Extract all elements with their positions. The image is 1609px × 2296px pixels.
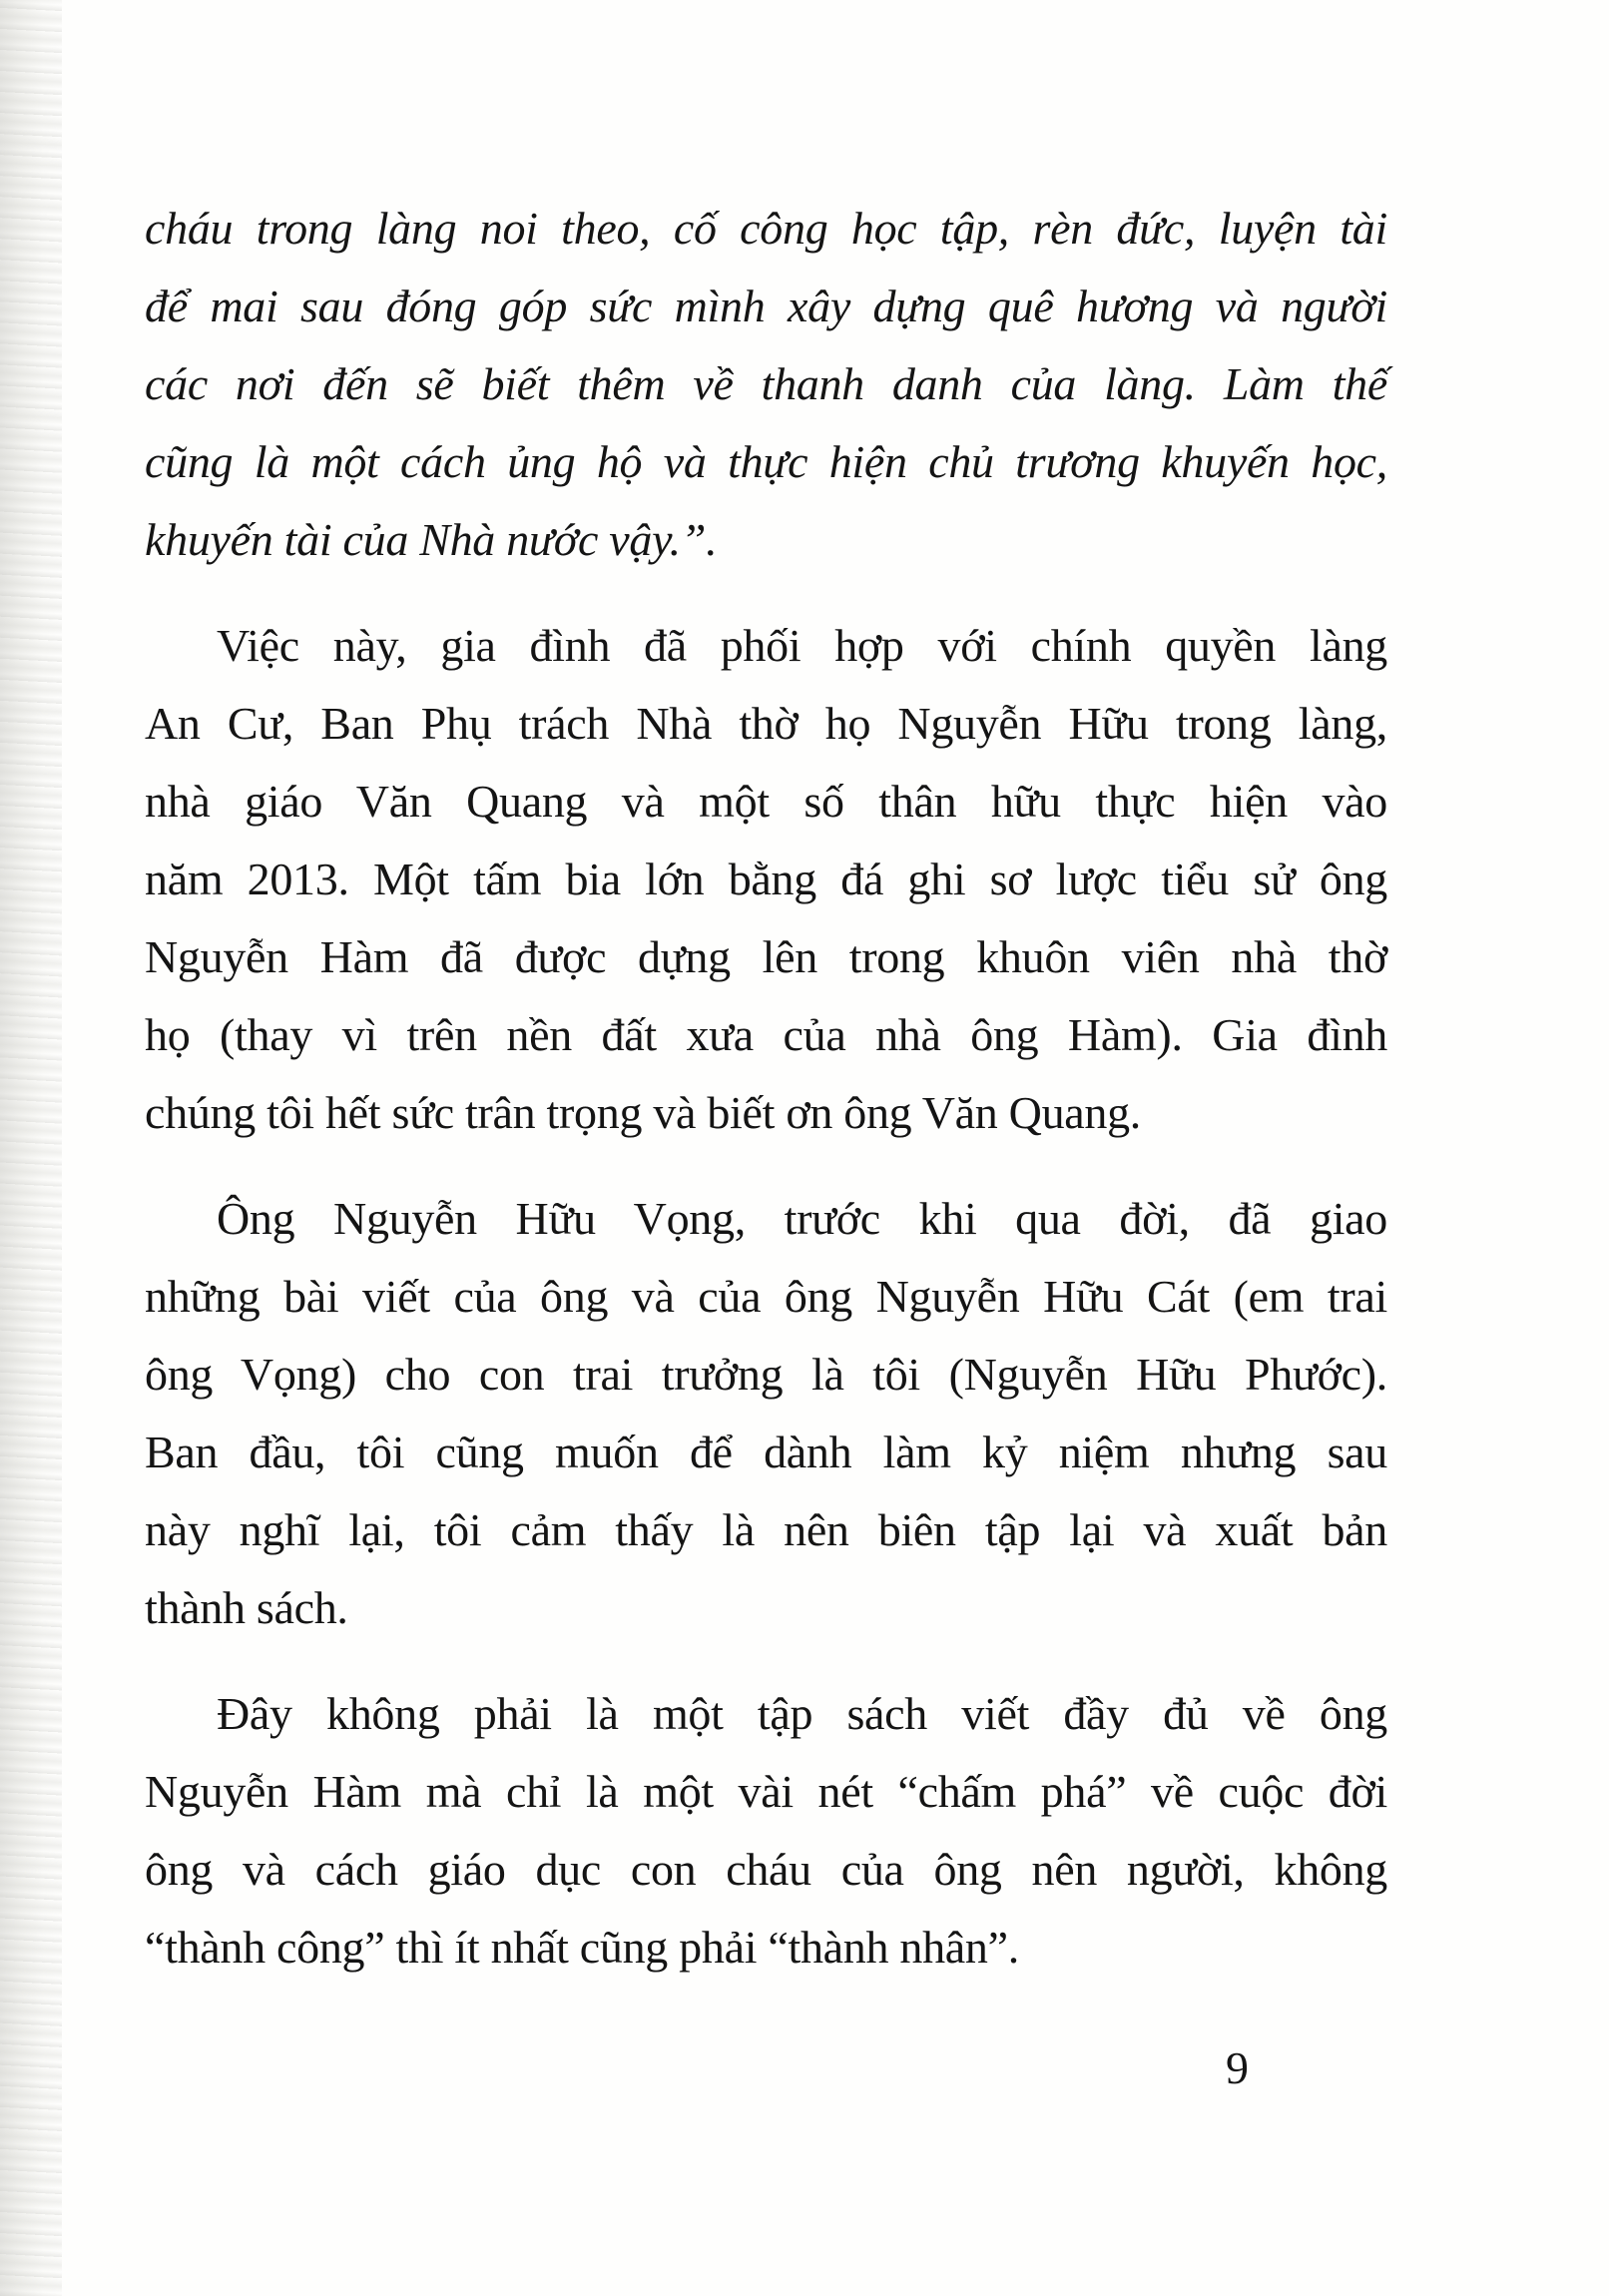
text-line: An Cư, Ban Phụ trách Nhà thờ họ Nguyễn Hữu trong làng, bbox=[145, 698, 1387, 749]
text-line: Nguyễn Hàm đã được dựng lên trong khuôn viên nhà thờ bbox=[145, 931, 1387, 982]
text-line: thành sách. bbox=[145, 1582, 348, 1633]
text-line: Đây không phải là một tập sách viết đầy đủ về ông bbox=[217, 1688, 1387, 1739]
text-line: Ông Nguyễn Hữu Vọng, trước khi qua đời, đã giao bbox=[217, 1193, 1387, 1244]
text-line: họ (thay vì trên nền đất xưa của nhà ông Hàm). Gia đình bbox=[145, 1009, 1387, 1060]
text-line: “thành công” thì ít nhất cũng phải “thành nhân”. bbox=[145, 1922, 1019, 1973]
text-line: ông Vọng) cho con trai trưởng là tôi (Nguyễn Hữu Phước). bbox=[145, 1349, 1387, 1400]
text-line: khuyến tài của Nhà nước vậy.”. bbox=[145, 514, 718, 565]
text-line: nhà giáo Văn Quang và một số thân hữu thực hiện vào bbox=[145, 776, 1387, 827]
body-paragraph-1 bbox=[145, 607, 1387, 1152]
text-line: năm 2013. Một tấm bia lớn bằng đá ghi sơ lược tiểu sử ông bbox=[145, 854, 1387, 904]
text-line: Nguyễn Hàm mà chỉ là một vài nét “chấm phá” về cuộc đời bbox=[145, 1766, 1387, 1817]
body-paragraph-2 bbox=[145, 1180, 1387, 1647]
text-line: để mai sau đóng góp sức mình xây dựng quê hương và người bbox=[145, 281, 1387, 331]
body-paragraph-3 bbox=[145, 1675, 1387, 1987]
text-line: các nơi đến sẽ biết thêm về thanh danh của làng. Làm thế bbox=[145, 358, 1387, 409]
scan-edge-artifact bbox=[0, 0, 62, 2296]
text-line: những bài viết của ông và của ông Nguyễn Hữu Cát (em trai bbox=[145, 1271, 1387, 1322]
quoted-paragraph bbox=[145, 190, 1387, 579]
book-page-text-block bbox=[145, 190, 1387, 2014]
text-line: ông và cách giáo dục con cháu của ông nên người, không bbox=[145, 1844, 1387, 1895]
text-line: chúng tôi hết sức trân trọng và biết ơn ông Văn Quang. bbox=[145, 1087, 1142, 1138]
text-line: cháu trong làng noi theo, cố công học tập, rèn đức, luyện tài bbox=[145, 203, 1387, 254]
page-number: 9 bbox=[1226, 2042, 1249, 2093]
text-line: Việc này, gia đình đã phối hợp với chính quyền làng bbox=[217, 620, 1387, 671]
text-line: Ban đầu, tôi cũng muốn để dành làm kỷ niệm nhưng sau bbox=[145, 1427, 1387, 1477]
text-line: cũng là một cách ủng hộ và thực hiện chủ trương khuyến học, bbox=[145, 436, 1387, 487]
text-line: này nghĩ lại, tôi cảm thấy là nên biên tập lại và xuất bản bbox=[145, 1504, 1387, 1555]
